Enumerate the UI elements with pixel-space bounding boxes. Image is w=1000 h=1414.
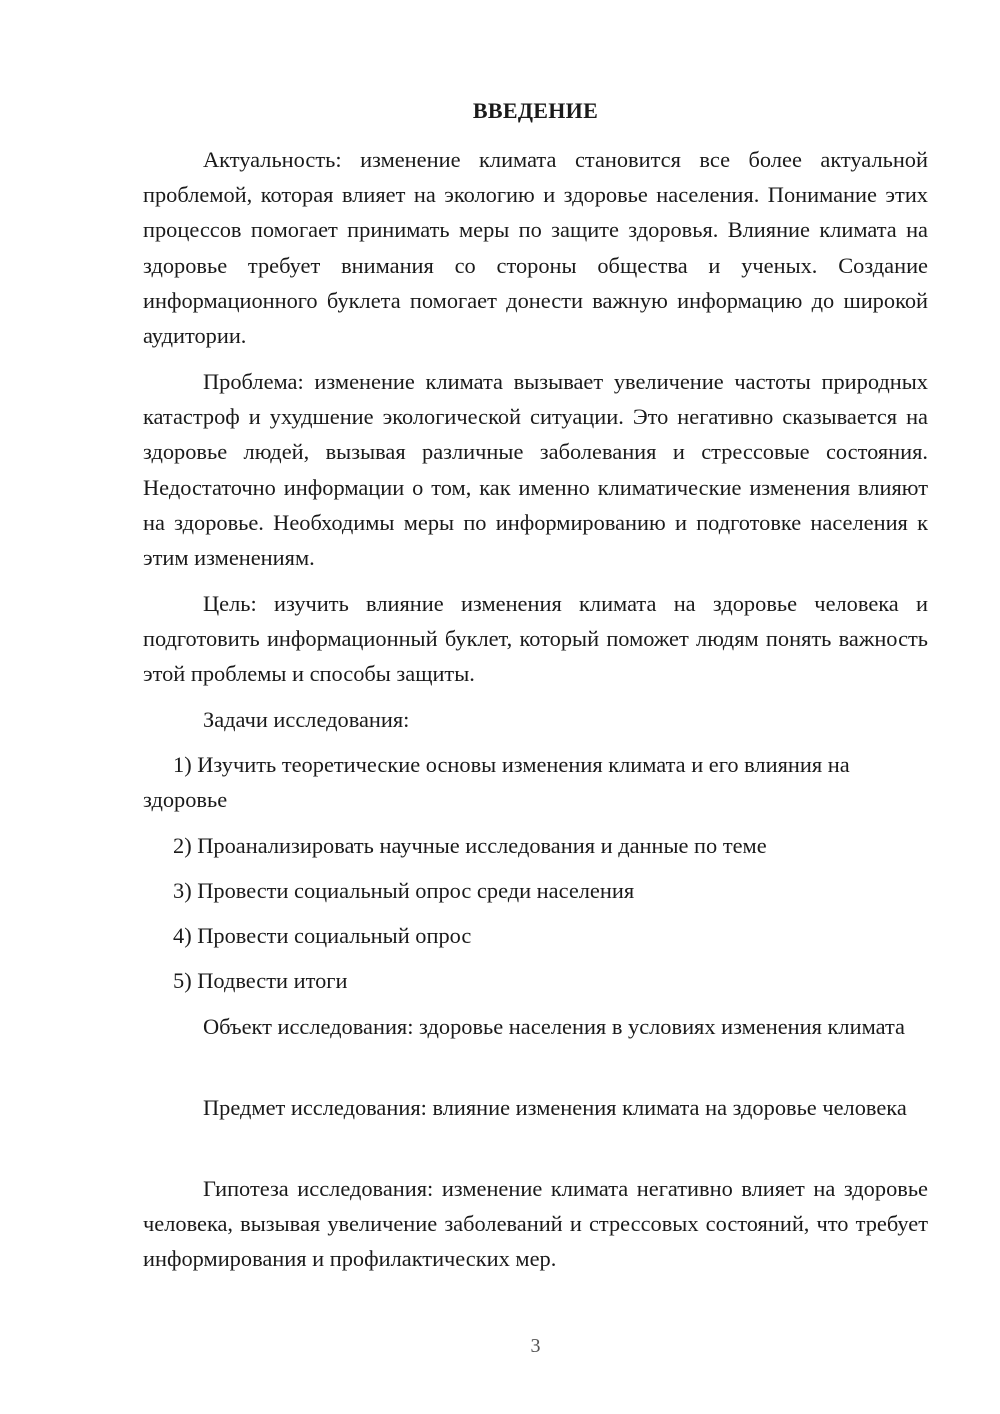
hypothesis-paragraph: Гипотеза исследования: изменение климата негативно влияет на здоровье человека, вызывая увеличение заболеваний и стрессовых состояний, что требует информирования и профилактических мер. bbox=[143, 1176, 928, 1272]
task-item: 1) Изучить теоретические основы изменения климата и его влияния на здоровье bbox=[143, 752, 850, 813]
task-item: 2) Проанализировать научные исследования и данные по теме bbox=[173, 833, 767, 858]
task-item: 3) Провести социальный опрос среди населения bbox=[173, 878, 635, 903]
relevance-paragraph: Актуальность: изменение климата становится все более актуальной проблемой, которая влияет на экологию и здоровье населения. Понимание этих процессов помогает принимать меры по защите здоровья. Влияние климата на здоровье требует внимания со стороны общества и ученых. Создание информационного буклета помогает донести важную информацию до широкой аудитории. bbox=[143, 147, 928, 349]
tasks-heading: Задачи исследования: bbox=[203, 707, 410, 732]
page-number: 3 bbox=[530, 1335, 541, 1357]
page-title: ВВЕДЕНИЕ bbox=[472, 98, 599, 123]
task-item: 5) Подвести итоги bbox=[173, 968, 348, 993]
task-item: 4) Провести социальный опрос bbox=[173, 923, 472, 948]
problem-paragraph: Проблема: изменение климата вызывает увеличение частоты природных катастроф и ухудшение экологической ситуации. Это негативно сказывается на здоровье людей, вызывая различные заболевания и стрессовые состояния. Недостаточно информации о том, как именно климатические изменения влияют на здоровье. Необходимы меры по информированию и подготовке населения к этим изменениям. bbox=[143, 369, 928, 571]
goal-paragraph: Цель: изучить влияние изменения климата на здоровье человека и подготовить информационный буклет, который поможет людям понять важность этой проблемы и способы защиты. bbox=[143, 591, 928, 687]
object-paragraph: Объект исследования: здоровье населения в условиях изменения климата bbox=[203, 1014, 905, 1039]
subject-paragraph: Предмет исследования: влияние изменения климата на здоровье человека bbox=[203, 1095, 907, 1120]
